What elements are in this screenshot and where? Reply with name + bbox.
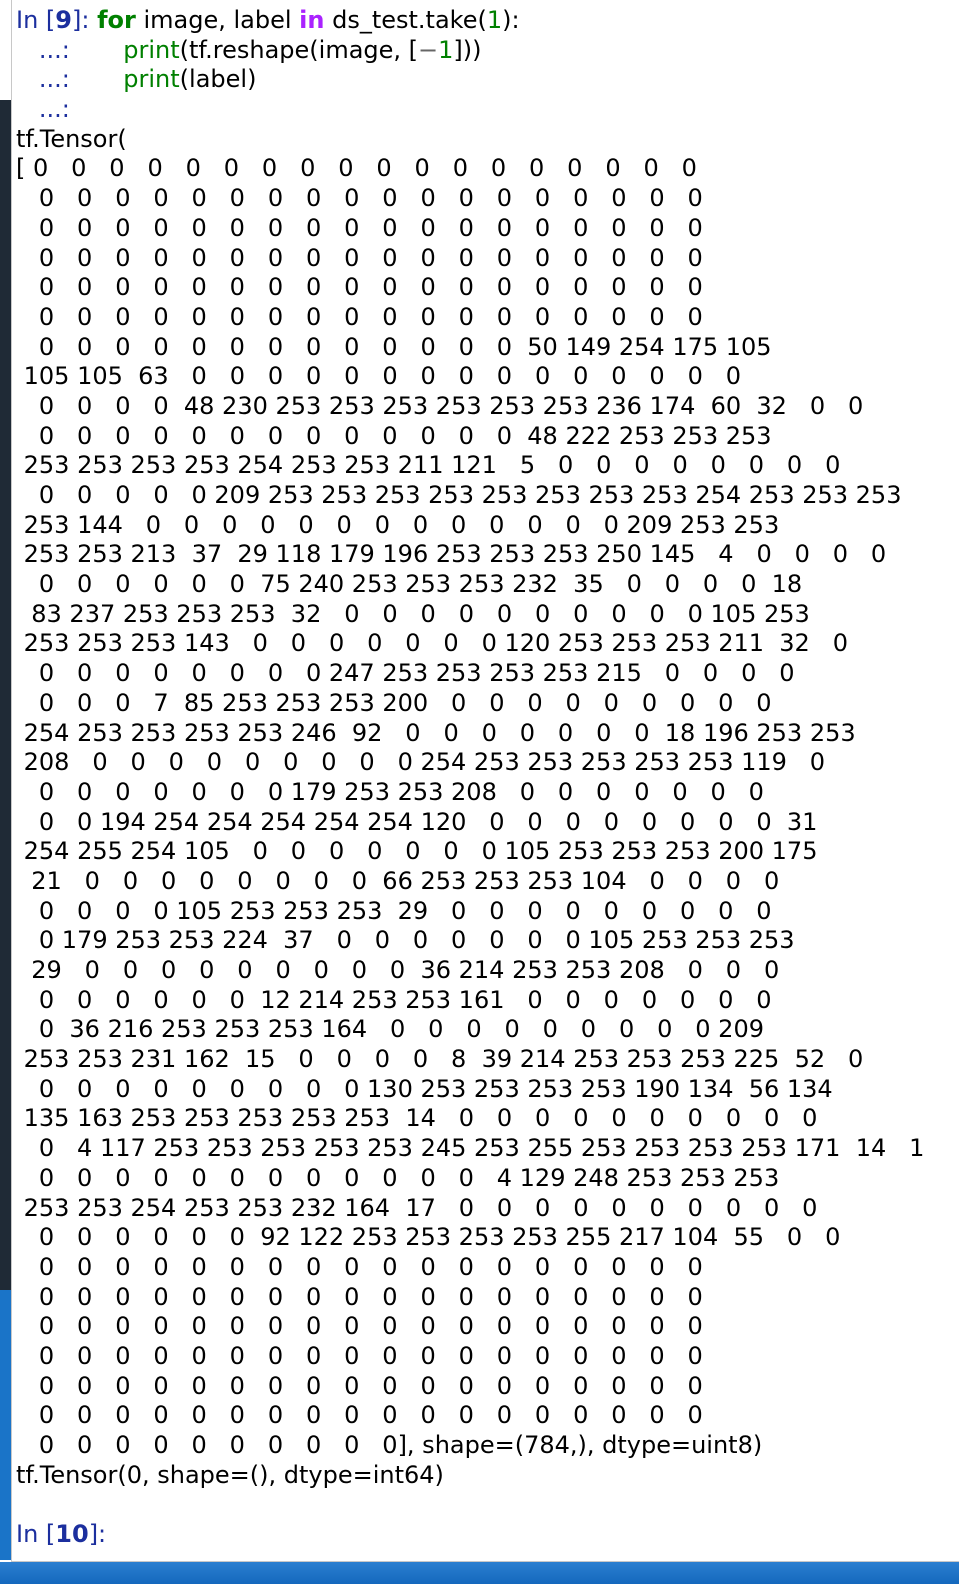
code-number: 1	[486, 6, 503, 34]
code-text: (tf.reshape(image, [	[179, 35, 419, 64]
tensor-row: 0 0 0 0 0 0 0 0 0 0 0 0 0 0 0 0 0 0	[16, 1401, 703, 1430]
code-text: ds_test.take(	[324, 6, 487, 34]
tensor-row: 253 144 0 0 0 0 0 0 0 0 0 0 0 0 0 209 253 253	[16, 510, 780, 539]
tensor-row: 0 0 0 0 48 230 253 253 253 253 253 253 236 174 60 32 0 0	[16, 391, 864, 420]
tensor-row: 83 237 253 253 253 32 0 0 0 0 0 0 0 0 0 0 105 253	[16, 599, 810, 628]
next-prompt-prefix: In [	[16, 1520, 56, 1549]
tensor-output	[16, 154, 959, 1460]
tensor-row: 0 0 0 0 0 209 253 253 253 253 253 253 253 253 254 253 253 253	[16, 481, 902, 509]
tensor-row: 0 4 117 253 253 253 253 253 245 253 255 253 253 253 253 171 14 1	[16, 1134, 925, 1163]
continuation-prompt: ...:	[16, 35, 70, 64]
tensor-row: 0 0 0 0 0 0 0 0 0 0 0 0 0 0 0 0 0 0	[16, 1282, 703, 1311]
tensor-row: 253 253 231 162 15 0 0 0 0 8 39 214 253 253 253 225 52 0	[16, 1045, 864, 1074]
tensor-row: 105 105 63 0 0 0 0 0 0 0 0 0 0 0 0 0 0 0	[16, 362, 742, 391]
next-prompt-number: 10	[55, 1520, 89, 1549]
tensor-row: 254 255 254 105 0 0 0 0 0 0 0 105 253 253 253 200 175	[16, 837, 818, 866]
desktop-edge	[0, 0, 11, 1584]
tensor-row: 0 0 0 0 0 0 0 0 247 253 253 253 253 215 0 0 0 0	[16, 659, 795, 688]
code-operator: −	[418, 35, 439, 64]
tensor-row: 21 0 0 0 0 0 0 0 0 66 253 253 253 104 0 0 0 0	[16, 866, 780, 895]
tensor-row: 208 0 0 0 0 0 0 0 0 0 254 253 253 253 253 253 119 0	[16, 748, 826, 777]
input-line-4	[16, 95, 959, 125]
tensor-row: 0 0 0 0 0 0 0 0 0 0 0 0 0 0 0 0 0 0	[16, 302, 703, 331]
code-indent	[70, 65, 123, 93]
tensor-row: 253 253 253 143 0 0 0 0 0 0 0 120 253 253 253 211 32 0	[16, 629, 848, 658]
tensor-row: 0 0 0 0 0 0 0 0 0 0 0 0 0 48 222 253 253 253	[16, 421, 772, 450]
continuation-prompt: ...:	[16, 95, 70, 124]
keyword-for: for	[97, 6, 136, 34]
tensor-row: 253 253 213 37 29 118 179 196 253 253 253 250 145 4 0 0 0 0	[16, 540, 887, 569]
tensor-row: 0 0 0 0 0 0 0 0 0 0 0 0 0 0 0 0 0 0	[16, 1312, 703, 1341]
tensor-row: 0 0 0 0 0 0 75 240 253 253 253 232 35 0 0 0 0 18	[16, 570, 803, 599]
tensor-row: [ 0 0 0 0 0 0 0 0 0 0 0 0 0 0 0 0 0 0	[16, 154, 697, 183]
input-prompt-suffix: ]:	[71, 6, 98, 34]
tensor-row: 0 0 0 0 0 0 0 0 0 0 0 0 0 0 0 0 0 0	[16, 1371, 703, 1400]
label-output: tf.Tensor(0, shape=(), dtype=int64)	[16, 1460, 444, 1489]
code-text: (label)	[179, 65, 257, 94]
tensor-row: 0 0 0 0 0 0 0 0 0 0 0 0 4 129 248 253 253 253	[16, 1163, 780, 1192]
tensor-row: 0 0 0 0 0 0 0 0 0 0 0 0 0 0 0 0 0 0	[16, 1341, 703, 1370]
code-number: 1	[438, 35, 454, 64]
tensor-row: 0 0 0 0 0 0 0 0 0 130 253 253 253 253 190 134 56 134	[16, 1074, 833, 1103]
tensor-row: 0 0 0 0 0 0 0 179 253 253 208 0 0 0 0 0 0 0	[16, 777, 764, 806]
tensor-row: 0 0 0 0 0 0 92 122 253 253 253 253 255 217 104 55 0 0	[16, 1223, 841, 1252]
tensor-row: 0 0 0 0 0 0 12 214 253 253 161 0 0 0 0 0 0 0	[16, 985, 772, 1014]
continuation-prompt: ...:	[16, 65, 70, 94]
blank-line	[16, 1490, 959, 1520]
tensor-row: 0 36 216 253 253 253 164 0 0 0 0 0 0 0 0 0 209	[16, 1015, 764, 1044]
tensor-row: 0 0 0 0 0 0 0 0 0 0 0 0 0 0 0 0 0 0	[16, 213, 703, 242]
tensor-row: 0 0 0 0 0 0 0 0 0 0 0 0 0 0 0 0 0 0	[16, 184, 703, 213]
input-line-3	[16, 65, 959, 95]
tensor-row: 0 0 0 0 0 0 0 0 0 0 0 0 0 0 0 0 0 0	[16, 273, 703, 302]
taskbar-edge	[0, 1562, 959, 1584]
tensor-row: 0 0 0 0 0 0 0 0 0 0 0 0 0 50 149 254 175 105	[16, 332, 772, 361]
ipython-console[interactable]	[11, 0, 959, 1562]
code-text: ):	[502, 6, 520, 34]
tensor-row: 0 0 0 0 0 0 0 0 0 0], shape=(784,), dtype=uint8)	[16, 1431, 763, 1459]
input-line-1	[16, 6, 959, 36]
input-prompt-prefix: In [	[16, 6, 56, 34]
input-line-2	[16, 36, 959, 66]
tensor-row: 0 0 0 0 105 253 253 253 29 0 0 0 0 0 0 0 0 0	[16, 896, 772, 925]
builtin-print: print	[123, 65, 180, 94]
tensor-row: 0 0 194 254 254 254 254 254 120 0 0 0 0 0 0 0 0 31	[16, 807, 818, 836]
desktop-wallpaper-edge	[0, 1290, 11, 1560]
input-prompt-number: 9	[55, 6, 72, 34]
tensor-row: 135 163 253 253 253 253 253 14 0 0 0 0 0 0 0 0 0 0	[16, 1104, 818, 1133]
tensor-row: 29 0 0 0 0 0 0 0 0 0 36 214 253 253 208 0 0 0	[16, 956, 780, 984]
background-window-edge	[0, 100, 11, 1290]
tensor-row: 253 253 254 253 253 232 164 17 0 0 0 0 0 0 0 0 0 0	[16, 1193, 818, 1222]
tensor-row: 0 0 0 0 0 0 0 0 0 0 0 0 0 0 0 0 0 0	[16, 1252, 703, 1281]
tensor-row: 0 179 253 253 224 37 0 0 0 0 0 0 0 105 253 253 253	[16, 926, 795, 955]
output-header: tf.Tensor(	[16, 124, 127, 153]
tensor-row: 0 0 0 7 85 253 253 253 200 0 0 0 0 0 0 0 0 0	[16, 688, 772, 717]
tensor-row: 254 253 253 253 253 246 92 0 0 0 0 0 0 0 18 196 253 253	[16, 718, 856, 747]
tensor-row: 253 253 253 253 254 253 253 211 121 5 0 0 0 0 0 0 0 0	[16, 451, 841, 480]
next-input-line[interactable]	[16, 1520, 959, 1550]
tensor-row: 0 0 0 0 0 0 0 0 0 0 0 0 0 0 0 0 0 0	[16, 243, 703, 272]
code-indent	[70, 36, 123, 64]
keyword-in: in	[299, 6, 325, 34]
code-text: image, label	[135, 6, 300, 34]
builtin-print: print	[123, 35, 180, 64]
code-text: ]))	[453, 35, 482, 64]
next-prompt-suffix: ]:	[88, 1520, 107, 1549]
